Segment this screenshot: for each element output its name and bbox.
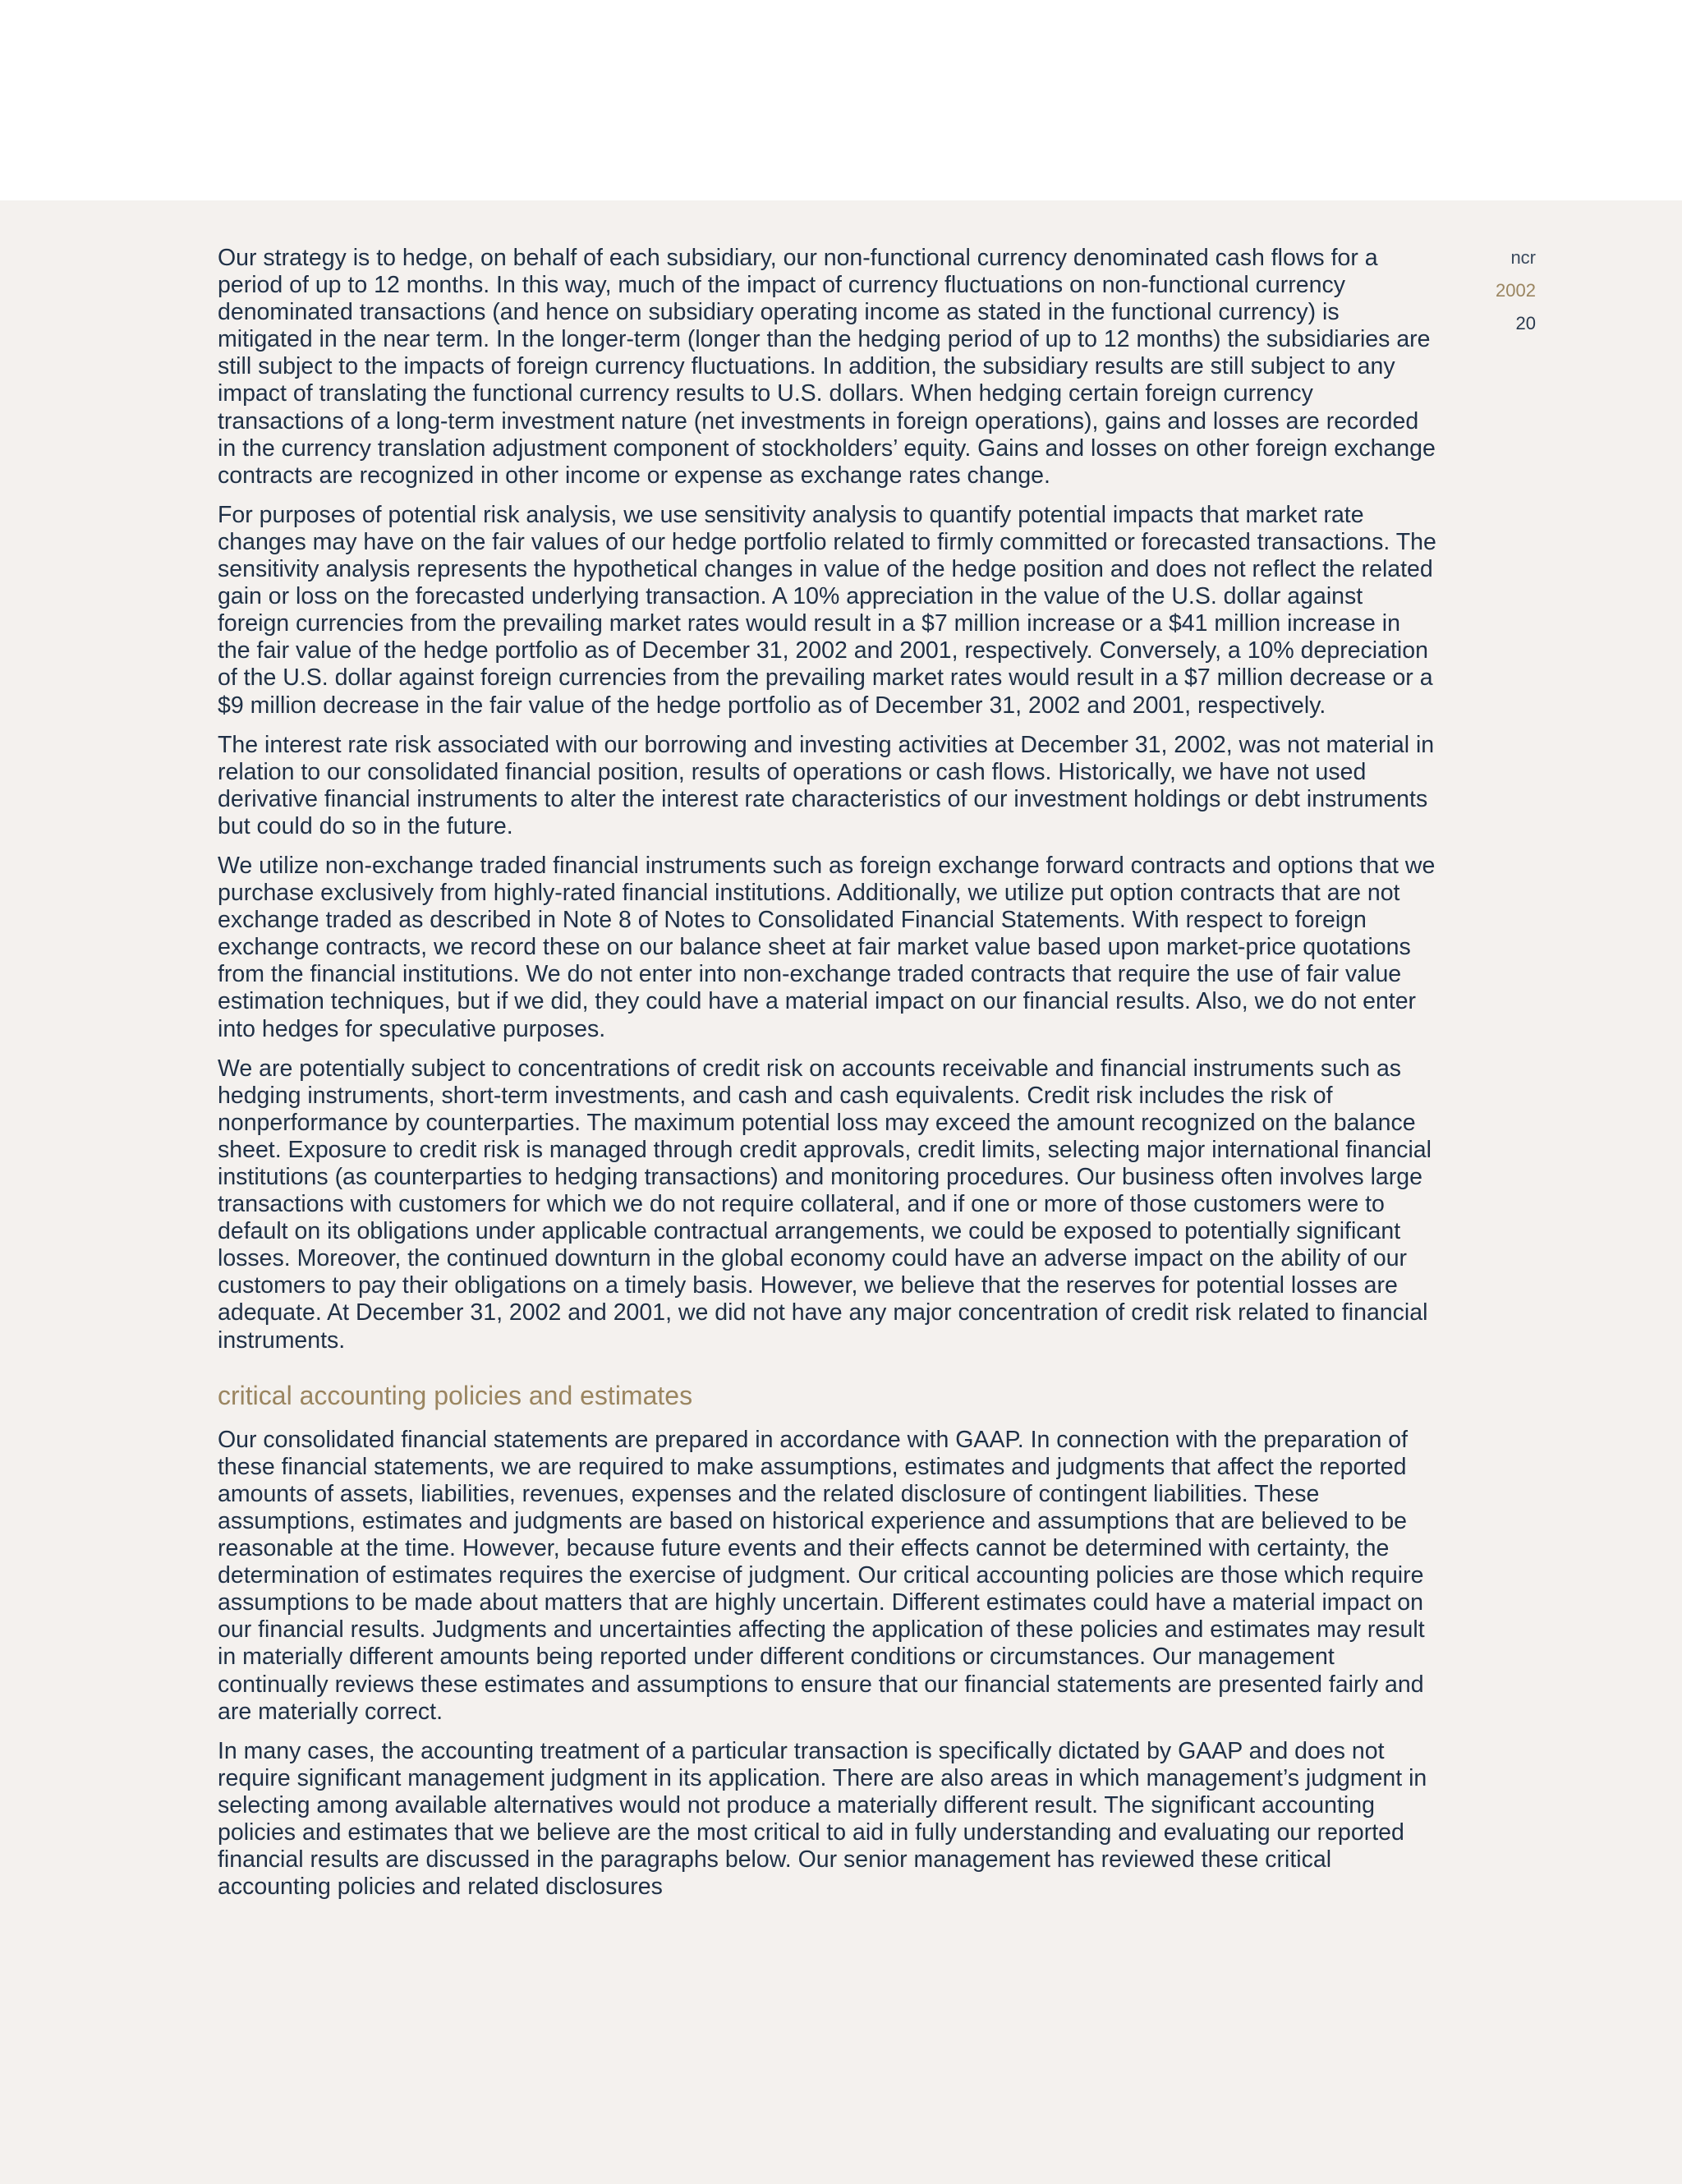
paragraph-hedging-strategy: Our strategy is to hedge, on behalf of each subsidiary, our non-functional currency denominated cash flows for a period of up to 12 months. In this way, much of the impact of currency fluctuations on non-functional currency denominated transactions (and hence on subsidiary operating income as stated in the functional currency) is mitigated in the near term. In the longer-term (longer than the hedging period of up to 12 months) the subsidiaries are still subject to the impacts of foreign currency fluctuations. In addition, the subsidiary results are still subject to any impact of translating the functional currency results to U.S. dollars. When hedging certain foreign currency transactions of a long-term investment nature (net investments in foreign operations), gains and losses are recorded in the currency translation adjustment component of stockholders’ equity. Gains and losses on other foreign exchange contracts are recognized in other income or expense as exchange rates change. — [218, 245, 1436, 489]
paragraph-financial-instruments: We utilize non-exchange traded financial instruments such as foreign exchange forward contracts and options that we purchase exclusively from highly-rated financial institutions. Additionally, we utilize put option contracts that are not exchange traded as described in Note 8 of Notes to Consolidated Financial Statements. With respect to foreign exchange contracts, we record these on our balance sheet at fair market value based upon market-price quotations from the financial institutions. We do not enter into non-exchange traded contracts that require the use of fair value estimation techniques, but if we did, they could have a material impact on our financial results. Also, we do not enter into hedges for speculative purposes. — [218, 852, 1436, 1042]
paragraph-sensitivity-analysis: For purposes of potential risk analysis, we use sensitivity analysis to quantify potential impacts that market rate changes may have on the fair values of our hedge portfolio related to firmly committed or forecasted transactions. The sensitivity analysis represents the hypothetical changes in value of the hedge position and does not reflect the related gain or loss on the forecasted underlying transaction. A 10% appreciation in the value of the U.S. dollar against foreign currencies from the prevailing market rates would result in a $7 million increase or a $41 million increase in the fair value of the hedge portfolio as of December 31, 2002 and 2001, respectively. Conversely, a 10% depreciation of the U.S. dollar against foreign currencies from the prevailing market rates would result in a $7 million decrease or a $9 million decrease in the fair value of the hedge portfolio as of December 31, 2002 and 2001, respectively. — [218, 501, 1436, 719]
page-header-meta — [1496, 241, 1536, 340]
paragraph-accounting-treatment: In many cases, the accounting treatment of a particular transaction is specifically dictated by GAAP and does not require significant management judgment in its application. There are also areas in which management’s judgment in selecting among available alternatives would not produce a materially different result. The significant accounting policies and estimates that we believe are the most critical to aid in fully understanding and evaluating our reported financial results are discussed in the paragraphs below. Our senior management has reviewed these critical accounting policies and related disclosures — [218, 1737, 1427, 1901]
section-heading: critical accounting policies and estimates — [218, 1380, 693, 1410]
paragraph-interest-rate-risk: The interest rate risk associated with our borrowing and investing activities at December 31, 2002, was not material in relation to our consolidated financial position, results of operations or cash flows. Historically, we have not used derivative financial instruments to alter the interest rate characteristics of our investment holdings or debt instruments but could do so in the future. — [218, 731, 1435, 839]
main-text — [218, 245, 1437, 1913]
page-number: 20 — [1515, 313, 1536, 333]
paragraph-accounting-estimates: Our consolidated financial statements are prepared in accordance with GAAP. In connection with the preparation of these financial statements, we are required to make assumptions, estimates and judgments that affect the reported amounts of assets, liabilities, revenues, expenses and the related disclosure of contingent liabilities. These assumptions, estimates and judgments are based on historical experience and assumptions that are believed to be reasonable at the time. However, because future events and their effects cannot be determined with certainty, the determination of estimates requires the exercise of judgment. Our critical accounting policies are those which require assumptions to be made about matters that are highly uncertain. Different estimates could have a material impact on our financial results. Judgments and uncertainties affecting the application of these policies and estimates may result in materially different amounts being reported under different conditions or circumstances. Our management continually reviews these estimates and assumptions to ensure that our financial statements are presented fairly and are materially correct. — [218, 1426, 1425, 1725]
document-page — [0, 200, 1682, 2184]
brand-label: ncr — [1510, 247, 1536, 268]
paragraph-credit-risk: We are potentially subject to concentrations of credit risk on accounts receivable and financial instruments such as hedging instruments, short-term investments, and cash and cash equivalents. Credit risk includes the risk of nonperformance by counterparties. The maximum potential loss may exceed the amount recognized on the balance sheet. Exposure to credit risk is managed through credit approvals, credit limits, selecting major international financial institutions (as counterparties to hedging transactions) and monitoring procedures. Our business often involves large transactions with customers for which we do not require collateral, and if one or more of those customers were to default on its obligations under applicable contractual arrangements, we could be exposed to potentially significant losses. Moreover, the continued downturn in the global economy could have an adverse impact on the ability of our customers to pay their obligations on a timely basis. However, we believe that the reserves for potential losses are adequate. At December 31, 2002 and 2001, we did not have any major concentration of credit risk related to financial instruments. — [218, 1055, 1432, 1354]
report-year: 2002 — [1496, 280, 1536, 301]
top-margin — [0, 0, 1682, 200]
